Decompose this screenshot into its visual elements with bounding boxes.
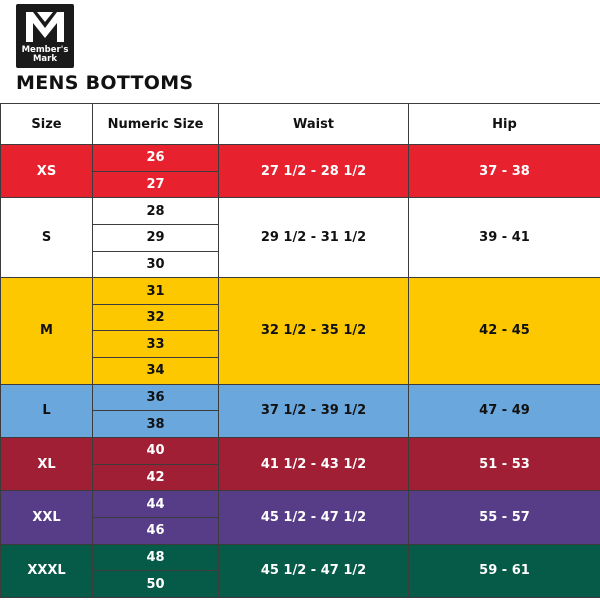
table-header-row bbox=[1, 104, 600, 145]
numeric-size-cell: 46 bbox=[93, 517, 219, 544]
waist-cell: 41 1/2 - 43 1/2 bbox=[219, 438, 409, 491]
table-row bbox=[1, 384, 600, 411]
size-chart-table bbox=[0, 103, 600, 598]
numeric-size-cell: 32 bbox=[93, 304, 219, 331]
table-row bbox=[1, 438, 600, 465]
waist-cell: 32 1/2 - 35 1/2 bbox=[219, 278, 409, 385]
size-group-xs bbox=[1, 145, 600, 198]
hip-cell: 55 - 57 bbox=[409, 491, 600, 544]
header-numeric-size: Numeric Size bbox=[93, 104, 219, 145]
m-monogram-icon bbox=[16, 4, 74, 46]
header-hip: Hip bbox=[409, 104, 600, 145]
numeric-size-cell: 40 bbox=[93, 438, 219, 465]
hip-cell: 42 - 45 bbox=[409, 278, 600, 385]
table-row bbox=[1, 145, 600, 172]
numeric-size-cell: 34 bbox=[93, 358, 219, 385]
numeric-size-cell: 26 bbox=[93, 145, 219, 172]
size-label: XXXL bbox=[1, 544, 93, 597]
size-group-s bbox=[1, 198, 600, 278]
numeric-size-cell: 31 bbox=[93, 278, 219, 305]
numeric-size-cell: 36 bbox=[93, 384, 219, 411]
size-group-xxxl bbox=[1, 544, 600, 597]
waist-cell: 29 1/2 - 31 1/2 bbox=[219, 198, 409, 278]
numeric-size-cell: 30 bbox=[93, 251, 219, 278]
hip-cell: 47 - 49 bbox=[409, 384, 600, 437]
size-group-l bbox=[1, 384, 600, 437]
table-row bbox=[1, 544, 600, 571]
table-row bbox=[1, 491, 600, 518]
waist-cell: 45 1/2 - 47 1/2 bbox=[219, 544, 409, 597]
hip-cell: 51 - 53 bbox=[409, 438, 600, 491]
waist-cell: 27 1/2 - 28 1/2 bbox=[219, 145, 409, 198]
size-label: XXL bbox=[1, 491, 93, 544]
numeric-size-cell: 44 bbox=[93, 491, 219, 518]
table-row bbox=[1, 278, 600, 305]
header-size: Size bbox=[1, 104, 93, 145]
numeric-size-cell: 28 bbox=[93, 198, 219, 225]
hip-cell: 59 - 61 bbox=[409, 544, 600, 597]
size-group-xl bbox=[1, 438, 600, 491]
size-label: M bbox=[1, 278, 93, 385]
table-row bbox=[1, 198, 600, 225]
numeric-size-cell: 27 bbox=[93, 171, 219, 198]
logo-brand-line2: Mark bbox=[32, 54, 58, 64]
size-label: S bbox=[1, 198, 93, 278]
size-label: L bbox=[1, 384, 93, 437]
numeric-size-cell: 33 bbox=[93, 331, 219, 358]
members-mark-logo bbox=[16, 4, 74, 68]
numeric-size-cell: 48 bbox=[93, 544, 219, 571]
waist-cell: 37 1/2 - 39 1/2 bbox=[219, 384, 409, 437]
numeric-size-cell: 29 bbox=[93, 224, 219, 251]
page-title: MENS BOTTOMS bbox=[16, 72, 194, 94]
numeric-size-cell: 50 bbox=[93, 571, 219, 598]
size-group-m bbox=[1, 278, 600, 385]
size-label: XL bbox=[1, 438, 93, 491]
hip-cell: 39 - 41 bbox=[409, 198, 600, 278]
size-label: XS bbox=[1, 145, 93, 198]
numeric-size-cell: 38 bbox=[93, 411, 219, 438]
header-waist: Waist bbox=[219, 104, 409, 145]
waist-cell: 45 1/2 - 47 1/2 bbox=[219, 491, 409, 544]
logo-brand-line1: Member's bbox=[21, 45, 69, 55]
hip-cell: 37 - 38 bbox=[409, 145, 600, 198]
size-group-xxl bbox=[1, 491, 600, 544]
numeric-size-cell: 42 bbox=[93, 464, 219, 491]
